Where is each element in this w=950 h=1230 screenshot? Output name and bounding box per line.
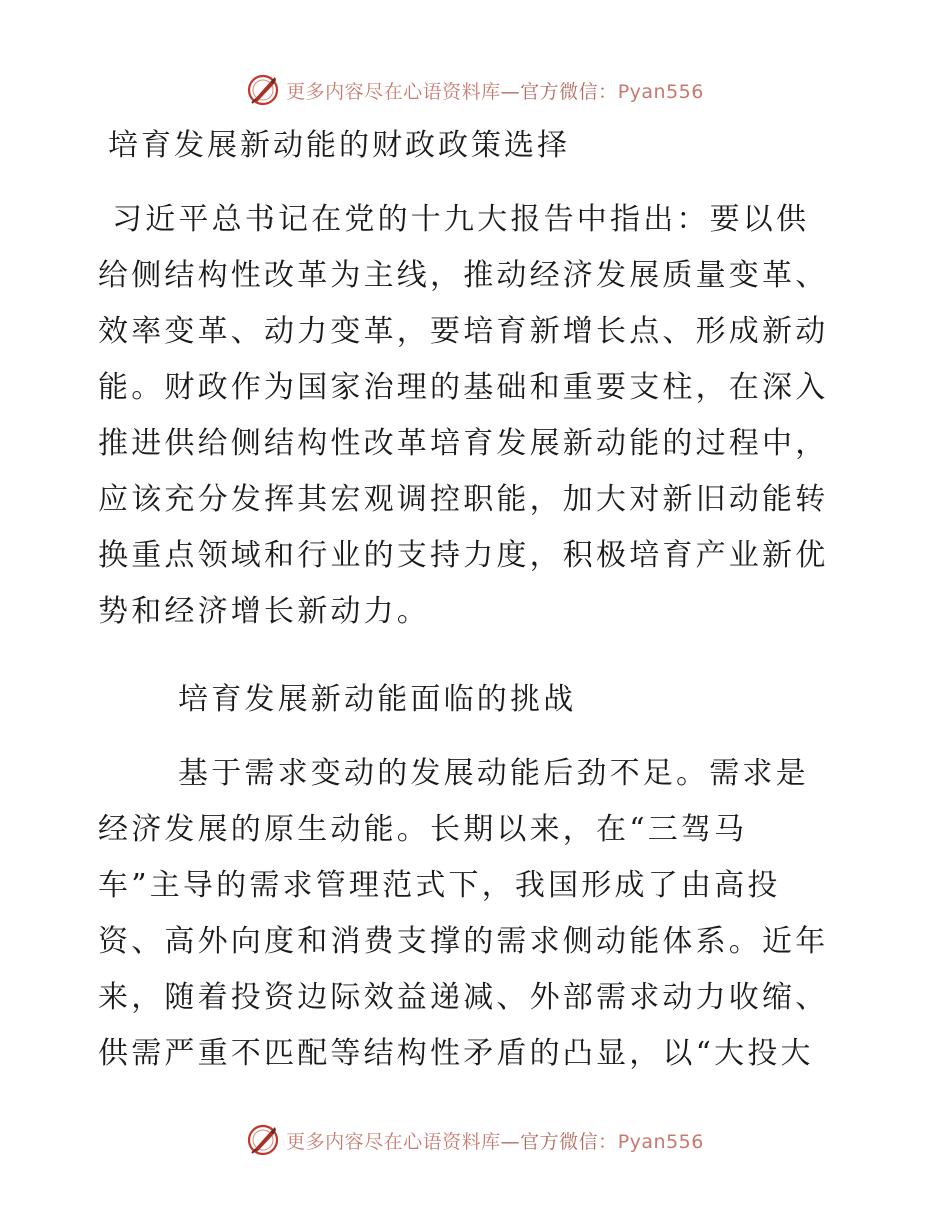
watermark-header [0, 70, 950, 110]
paragraph2-line-6: 供需严重不匹配等结构性矛盾的凸显，以“大投大 [98, 1036, 814, 1071]
watermark-text [286, 1127, 704, 1154]
paragraph1-line-7: 换重点领域和行业的支持力度，积极培育产业新优 [98, 538, 829, 573]
document-title: 培育发展新动能的财政政策选择 [108, 128, 570, 163]
paragraph1-line-8: 势和经济增长新动力。 [98, 594, 430, 629]
paragraph1-line-4: 能。财政作为国家治理的基础和重要支柱，在深入 [98, 370, 829, 405]
paragraph1-line-5: 推进供给侧结构性改革培育发展新动能的过程中， [98, 426, 829, 461]
paragraph2-line-4: 资、高外向度和消费支撑的需求侧动能体系。近年 [98, 924, 829, 959]
quill-pen-logo-icon [246, 73, 280, 107]
watermark-wechat-id: Pyan556 [617, 80, 704, 103]
paragraph1-line-2: 给侧结构性改革为主线，推动经济发展质量变革、 [98, 258, 829, 293]
paragraph2-line-3: 车”主导的需求管理范式下，我国形成了由高投 [98, 868, 781, 903]
watermark-site-text: 更多内容尽在心语资料库 [286, 1130, 501, 1153]
paragraph1-line-3: 效率变革、动力变革，要培育新增长点、形成新动 [98, 314, 829, 349]
watermark-footer [0, 1120, 950, 1160]
quill-pen-logo-icon [246, 1123, 280, 1157]
paragraph2-line-1: 基于需求变动的发展动能后劲不足。需求是 [178, 756, 809, 791]
paragraph1-line-6: 应该充分发挥其宏观调控职能，加大对新旧动能转 [98, 482, 829, 517]
paragraph1-line-1: 习近平总书记在党的十九大报告中指出：要以供 [112, 202, 810, 237]
section-heading: 培育发展新动能面临的挑战 [178, 682, 577, 717]
watermark-wechat-label: 官方微信： [520, 1130, 618, 1153]
watermark-separator: — [500, 1130, 521, 1153]
watermark-site-text: 更多内容尽在心语资料库 [286, 80, 501, 103]
watermark-text [286, 77, 704, 104]
watermark-separator: — [500, 80, 521, 103]
paragraph2-line-2: 经济发展的原生动能。长期以来，在“三驾马 [98, 812, 748, 847]
paragraph2-line-5: 来，随着投资边际效益递减、外部需求动力收缩、 [98, 980, 829, 1015]
watermark-wechat-id: Pyan556 [617, 1130, 704, 1153]
watermark-wechat-label: 官方微信： [520, 80, 618, 103]
